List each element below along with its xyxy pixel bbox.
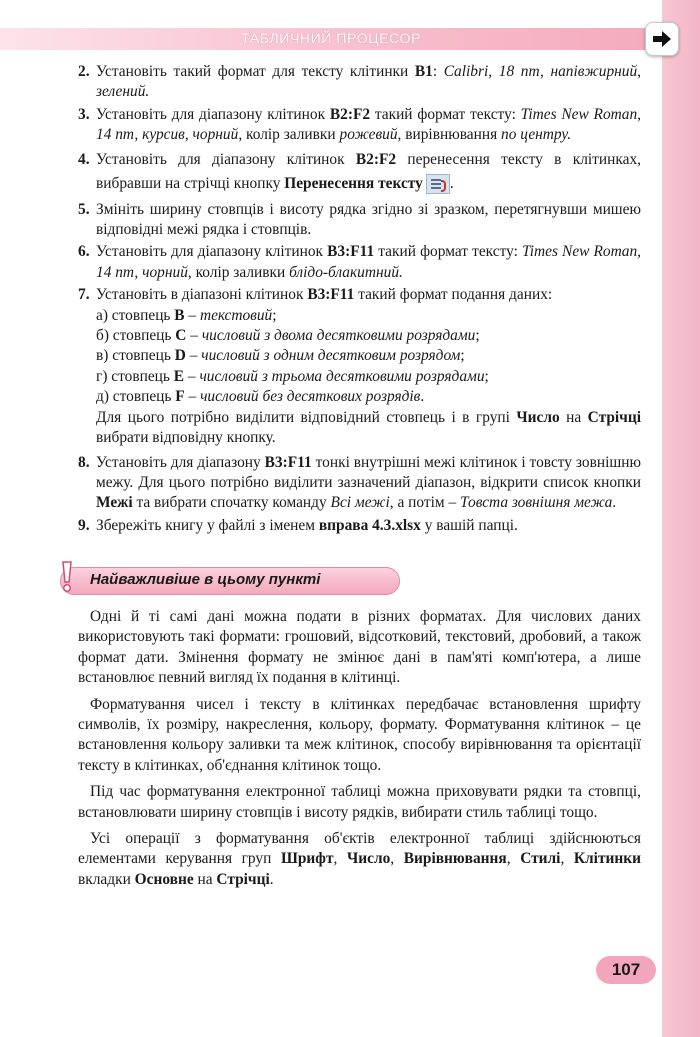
list-item: в) стовпець D – числовий з одним десятковим розрядом; [96, 347, 465, 365]
step-4: 4. Установіть для діапазону клітинок B2:F2 перенесення тексту в клітинках, вибравши на стрічці кнопку Перенесення тексту . [78, 148, 641, 196]
list-item: а) стовпець B – текстовий; [96, 306, 277, 324]
step-5: 5. Змініть ширину стовпців і висоту рядка згідно зі зразком, перетягнувши мишею відповідні межі рядка і стовпців. [78, 200, 641, 239]
step-9: 9. Збережіть книгу у файлі з іменем вправа 4.3.xlsx у вашій папці. [78, 516, 518, 534]
step-7-note: Для цього потрібно виділити відповідний стовпець і в групі Число на Стрічці вибрати відповідну кнопку. [96, 408, 641, 447]
summary-text [78, 607, 641, 896]
step-8: 8. Установіть для діапазону B3:F11 тонкі внутрішні межі клітинок і товсту зовнішню межу. Для цього потрібно виділити зазначений діапазон, відкрити список кнопки Межі та вибрати спочатку команду Всі межі, а потім – Товста зовнішня межа. [78, 453, 641, 512]
list-item: г) стовпець E – числовий з трьома десятковими розрядами; [96, 367, 489, 385]
arrow-right-icon [651, 30, 673, 48]
list-item: д) стовпець F – числовий без десяткових розрядів. [96, 388, 425, 406]
important-title: Найважливіше в цьому пункті [90, 571, 321, 588]
paragraph: Одні й ті самі дані можна подати в різних форматах. Для числових даних використовують такі формати: грошовий, відсотковий, текстовий, дробовий, а також формат дати. Змінення формату не змінює дані в пам'яті комп'ютера, а лише встановлює певний вигляд їх подання в клітинці. [78, 608, 641, 687]
step-2: 2. Установіть такий формат для тексту клітинки B1: Calibri, 18 пт, напівжирний, зелений. [78, 63, 642, 101]
side-strip [662, 0, 700, 1037]
paragraph: Усі операції з форматування об'єктів електронної таблиці здійснюються елементами керування груп Шрифт, Число, Вирівнювання, Стилі, Клітинки вкладки Основне на Стрічці. [78, 830, 641, 888]
list-item: б) стовпець C – числовий з двома десятковими розрядами; [96, 327, 480, 345]
page-number: 107 [596, 956, 656, 984]
next-page-button[interactable] [645, 22, 679, 56]
wrap-text-icon [426, 174, 450, 194]
step-6: 6. Установіть для діапазону клітинок B3:F11 такий формат тексту: Times New Roman, 14 пт, чорний, колір заливки блідо-блакитний. [78, 243, 641, 281]
paragraph: Під час форматування електронної таблиці можна приховувати рядки та стовпці, встановлювати ширину стовпців і висоту рядків, вибирати стиль таблиці тощо. [78, 783, 641, 821]
step-3: 3. Установіть для діапазону клітинок B2:F2 такий формат тексту: Times New Roman, 14 пт, курсив, чорний, колір заливки рожевий, вирівнювання по центру. [78, 105, 641, 144]
section-title: ТАБЛИЧНИЙ ПРОЦЕСОР [241, 30, 421, 46]
exercise-steps [78, 62, 641, 538]
step-7: 7. Установіть в діапазоні клітинок B3:F11 такий формат подання даних: а) стовпець B – текстовий; б) стовпець C – числовий з двома десятковими розрядами; в) стовпець D – числовий з одним десятковим розрядом; г) стовпець E – числовий з трьома десятковими розрядами; д) стовпець F – числовий без десяткових розрядів. Для цього потрібно виділити відповідний стовпець і в групі Число на Стрічці вибрати відповідну кнопку. [78, 285, 641, 448]
exclamation-icon [56, 560, 78, 594]
paragraph: Форматування чисел і тексту в клітинках передбачає встановлення шрифту символів, їх розміру, накреслення, кольору, формату. Форматування клітинок – це встановлення кольору заливки та меж клітинок, способу вирівнювання та орієнтації тексту в клітинках, об'єднання клітинок тощо. [78, 695, 641, 774]
